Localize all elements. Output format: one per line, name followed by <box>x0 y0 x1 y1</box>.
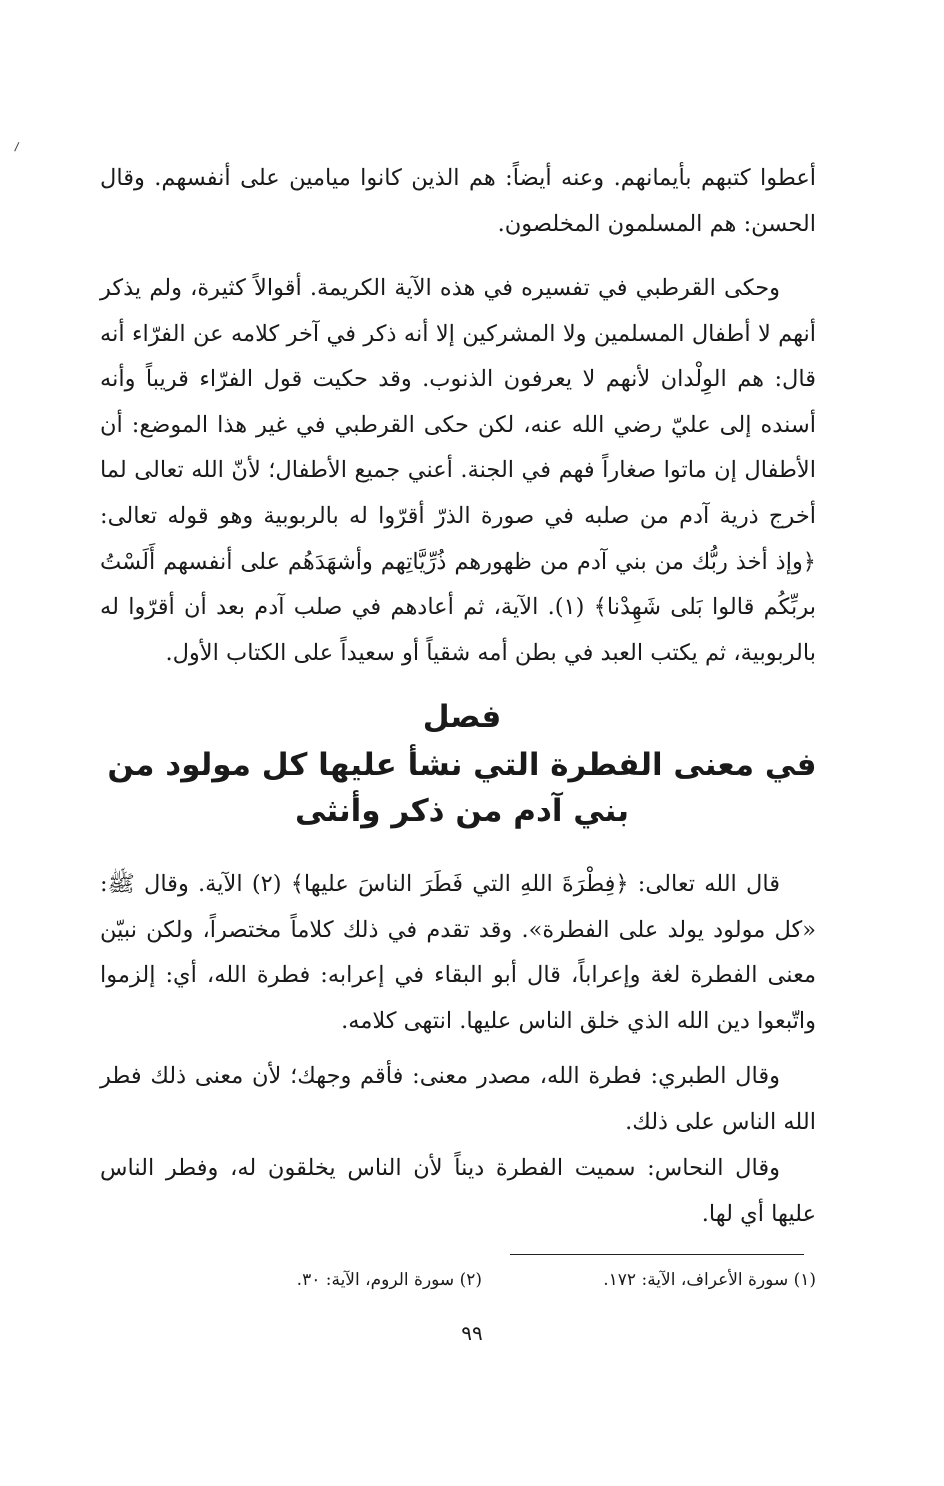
paragraph-continuation: أعطوا كتبهم بأيمانهم. وعنه أيضاً: هم الذين كانوا ميامين على أنفسهم. وقال الحسن: هم المسلمون المخلصون. <box>100 165 816 237</box>
margin-pen-mark <box>14 142 25 154</box>
section-title: في معنى الفطرة التي نشأ عليها كل مولود من بني آدم من ذكر وأنثى <box>107 747 817 829</box>
paragraph-qurtubi: وحكى القرطبي في تفسيره في هذه الآية الكريمة. أقوالاً كثيرة، ولم يذكر أنهم لا أطفال المسلمين ولا المشركين إلا أنه ذكر في آخر كلامه عن الفرّاء أنه قال: هم الوِلْدان لأنهم لا يعرفون الذنوب. وقد حكيت قول الفرّاء قريباً وأنه أسنده إلى عليّ رضي الله عنه، لكن حكى القرطبي في غير هذا الموضع: أن الأطفال إن ماتوا صغاراً فهم في الجنة. أعني جميع الأطفال؛ لأنّ الله تعالى لما أخرج ذرية آدم من صلبه في صورة الذرّ أقرّوا له بالربوبية وهو قوله تعالى: ﴿وإذ أخذ ربُّك من بني آدم من ظهورهم ذُرِّيَّاتِهم وأشهَدَهُم على أنفسهم أَلَسْتُ بربِّكُم قالوا بَلى شَهِدْنا﴾ (١). الآية، ثم أعادهم في صلب آدم بعد أن أقرّوا له بالربوبية، ثم يكتب العبد في بطن أمه شقياً أو سعيداً على الكتاب الأول. <box>100 275 816 666</box>
paragraph-tabari: وقال الطبري: فطرة الله، مصدر معنى: فأقم وجهك؛ لأن معنى ذلك فطر الله الناس على ذلك. <box>100 1063 816 1135</box>
footnote-divider <box>510 1254 804 1255</box>
footnote-1: (١) سورة الأعراف، الآية: ١٧٢. <box>603 1270 816 1290</box>
page-number: ٩٩ <box>461 1321 483 1345</box>
paragraph-fitra-verse: قال الله تعالى: ﴿فِطْرَةَ اللهِ التي فَطَرَ الناسَ عليها﴾ (٢) الآية. وقال ﷺ: «كل مولود يولد على الفطرة». وقد تقدم في ذلك كلاماً مختصراً، ولكن نبيّن معنى الفطرة لغة وإعراباً، قال أبو البقاء في إعرابه: فطرة الله، أي: إلزموا واتّبعوا دين الله الذي خلق الناس عليها. انتهى كلامه. <box>100 871 816 1034</box>
section-label: فصل <box>422 699 502 735</box>
footnote-2: (٢) سورة الروم، الآية: ٣٠. <box>296 1270 482 1290</box>
footnotes <box>100 1264 816 1296</box>
paragraph-nahhas: وقال النحاس: سميت الفطرة ديناً لأن الناس يخلقون له، وفطر الناس عليها أي لها. <box>100 1155 816 1227</box>
